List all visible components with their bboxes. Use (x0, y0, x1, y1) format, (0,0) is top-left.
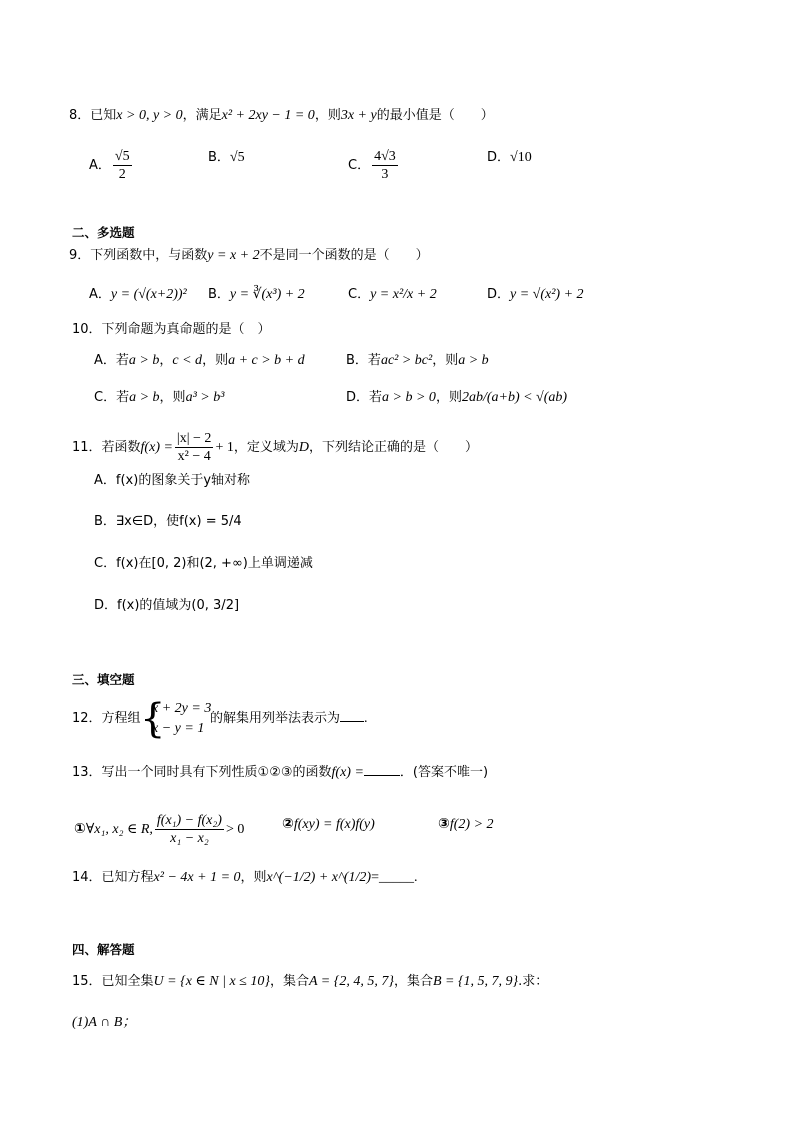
option-result: a + c > b + d (228, 353, 305, 368)
option-pre: 若 (116, 390, 130, 405)
q15-end: .求： (518, 974, 549, 989)
q11-option-c[interactable] (94, 554, 313, 574)
property-tail: > 0 (225, 822, 245, 837)
q8-option-d[interactable] (487, 148, 532, 168)
q14-expression: x^(−1/2) + x^(1/2) (266, 870, 372, 885)
answer-blank[interactable] (364, 763, 400, 776)
q8-prefix: 8．已知 (69, 108, 117, 123)
option-label: B． (346, 353, 368, 368)
q15-universal-set: U = {x ∈ N | x ≤ 10} (153, 974, 270, 989)
q8-option-a[interactable] (89, 148, 134, 183)
q13-property-2 (282, 814, 375, 835)
q14-mid: ，则 (240, 870, 267, 885)
option-text: √5 (229, 150, 245, 165)
q15-set-a: A = {2, 4, 5, 7} (308, 974, 394, 989)
option-label: A． (89, 287, 111, 302)
q13-fx: f(x) = (331, 765, 364, 780)
q11-tail: ，下列结论正确的是（ ） (308, 440, 478, 455)
property-text: f(xy) = f(x)f(y) (293, 817, 375, 832)
option-label: B． (208, 287, 230, 302)
option-label: C． (348, 158, 371, 173)
q8-tail: 的最小值是（ ） (376, 108, 494, 123)
option-label: D． (487, 150, 511, 165)
option-mid: ，则 (432, 353, 459, 368)
q15-sep: ，集合 (393, 974, 433, 989)
q11-prefix: 11．若函数 (72, 440, 141, 455)
option-label: C． (348, 287, 371, 302)
denominator: x₁ − x₂ (170, 831, 209, 846)
system-brace: { (140, 696, 166, 742)
question-8-stem (69, 106, 494, 126)
q12-eq1: x + 2y = 3 (152, 701, 212, 716)
option-label: D． (346, 390, 370, 405)
answer-blank[interactable] (340, 709, 364, 722)
q15-set-b: B = {1, 5, 7, 9} (432, 974, 519, 989)
option-text: y = √(x²) + 2 (510, 287, 584, 302)
question-9-stem (69, 246, 429, 266)
option-sep: ， (159, 353, 173, 368)
denominator: x² − 4 (177, 449, 211, 464)
question-14-stem (72, 868, 418, 888)
q9-prefix: 9．下列函数中，与函数 (69, 248, 208, 263)
numerator: |x| − 2 (176, 431, 212, 446)
option-label: A． (89, 158, 111, 173)
q8-mid1: ，满足 (182, 108, 222, 123)
option-label: B． (208, 150, 230, 165)
q8-target: 3x + y (340, 108, 377, 123)
q14-end: =_____. (371, 870, 418, 885)
q11-plus: + 1 (215, 440, 234, 455)
q10-option-d[interactable] (346, 388, 567, 408)
option-label: C． (94, 556, 117, 571)
option-text: y = ∛(x³) + 2 (229, 287, 305, 302)
denominator: 2 (118, 167, 126, 182)
q9-func: y = x + 2 (207, 248, 260, 263)
q13-property-1 (74, 812, 244, 847)
q8-option-c[interactable] (348, 148, 400, 183)
option-mid: ，则 (159, 390, 186, 405)
q12-eq2: x − y = 1 (152, 721, 205, 736)
option-cond: a > b (129, 390, 160, 405)
option-text: f(x)的值域为(0, 3/2] (117, 598, 240, 613)
q10-option-c[interactable] (94, 388, 224, 408)
option-text: f(x)在[0, 2)和(2, +∞)上单调递减 (116, 556, 313, 571)
question-15-stem (72, 972, 548, 992)
q12-prefix: 12．方程组 (72, 711, 141, 726)
denominator: 3 (381, 167, 389, 182)
option-text: ∃x∈D，使f(x) = 5/4 (115, 514, 242, 529)
option-cond: c < d (172, 353, 203, 368)
q8-cond2: x² + 2xy − 1 = 0 (221, 108, 315, 123)
q15-prefix: 15．已知全集 (72, 974, 154, 989)
circled-number-2: ② (282, 816, 294, 832)
q15-part1-text: (1)A ∩ B； (72, 1015, 137, 1030)
section-heading-answers: 四、解答题 (72, 942, 135, 957)
q10-option-b[interactable] (346, 351, 489, 371)
fraction (113, 148, 132, 183)
q15-part-1 (72, 1013, 136, 1033)
q13-tail: ．(答案不唯一) (399, 765, 489, 780)
circled-number-1: ① (74, 821, 86, 837)
q13-prefix: 13．写出一个同时具有下列性质①②③的函数 (72, 765, 332, 780)
property-text: f(2) > 2 (449, 817, 494, 832)
q13-property-3 (438, 814, 494, 835)
q10-option-a[interactable] (94, 351, 305, 371)
q14-prefix: 14．已知方程 (72, 870, 154, 885)
option-text: f(x)的图象关于y轴对称 (115, 473, 251, 488)
q14-equation: x² − 4x + 1 = 0 (153, 870, 241, 885)
option-pre: 若 (369, 390, 383, 405)
option-mid: ，则 (435, 390, 462, 405)
option-result: a³ > b³ (185, 390, 225, 405)
option-cond: a > b (128, 353, 160, 368)
option-label: C． (94, 390, 117, 405)
q12-tail-line (210, 709, 368, 729)
q9-option-b[interactable] (208, 285, 305, 305)
option-label: D． (487, 287, 511, 302)
property-text: ∀x₁, x₂ ∈ R, (85, 822, 153, 837)
option-text: y = (√(x+2))² (110, 287, 187, 302)
q11-fraction (175, 430, 214, 465)
numerator: √5 (114, 149, 130, 164)
q11-mid: ，定义域为 (233, 440, 299, 455)
numerator: f(x₁) − f(x₂) (156, 813, 222, 828)
q11-option-a[interactable] (94, 471, 250, 491)
q9-option-a[interactable] (89, 285, 187, 305)
q11-option-b[interactable] (94, 512, 242, 532)
option-label: A． (94, 353, 116, 368)
q12-tail: 的解集用列举法表示为 (210, 711, 341, 726)
q11-func-name: f(x) = (140, 440, 173, 455)
option-result: a > b (458, 353, 489, 368)
question-13-stem (72, 763, 488, 783)
section-heading-multiple-choice: 二、多选题 (72, 225, 135, 240)
q9-option-c[interactable] (348, 285, 437, 305)
option-label: D． (94, 598, 118, 613)
q8-option-b[interactable] (208, 148, 245, 168)
q9-tail: 不是同一个函数的是（ ） (259, 248, 429, 263)
numerator: 4√3 (374, 149, 396, 164)
option-result: 2ab/(a+b) < √(ab) (461, 390, 568, 405)
q11-option-d[interactable] (94, 596, 239, 616)
q8-cond1: x > 0, y > 0 (116, 108, 183, 123)
option-cond: a > b > 0 (382, 390, 436, 405)
option-pre: 若 (115, 353, 129, 368)
q15-sep: ，集合 (269, 974, 309, 989)
section-heading-fill-in: 三、填空题 (72, 672, 135, 687)
q12-end: . (364, 711, 368, 726)
circled-number-3: ③ (438, 816, 450, 832)
option-label: A． (94, 473, 116, 488)
option-cond: ac² > bc² (380, 353, 433, 368)
option-text: y = x²/x + 2 (370, 287, 437, 302)
option-mid: ，则 (202, 353, 229, 368)
q9-option-d[interactable] (487, 285, 584, 305)
option-label: B． (94, 514, 116, 529)
question-11-stem (72, 430, 478, 465)
q11-domain: D (298, 440, 309, 455)
property-fraction (155, 812, 224, 847)
question-10-stem: 10．下列命题为真命题的是（ ） (72, 322, 271, 337)
q8-mid2: ，则 (314, 108, 341, 123)
option-text: √10 (510, 150, 532, 165)
fraction (372, 148, 398, 183)
option-pre: 若 (367, 353, 381, 368)
